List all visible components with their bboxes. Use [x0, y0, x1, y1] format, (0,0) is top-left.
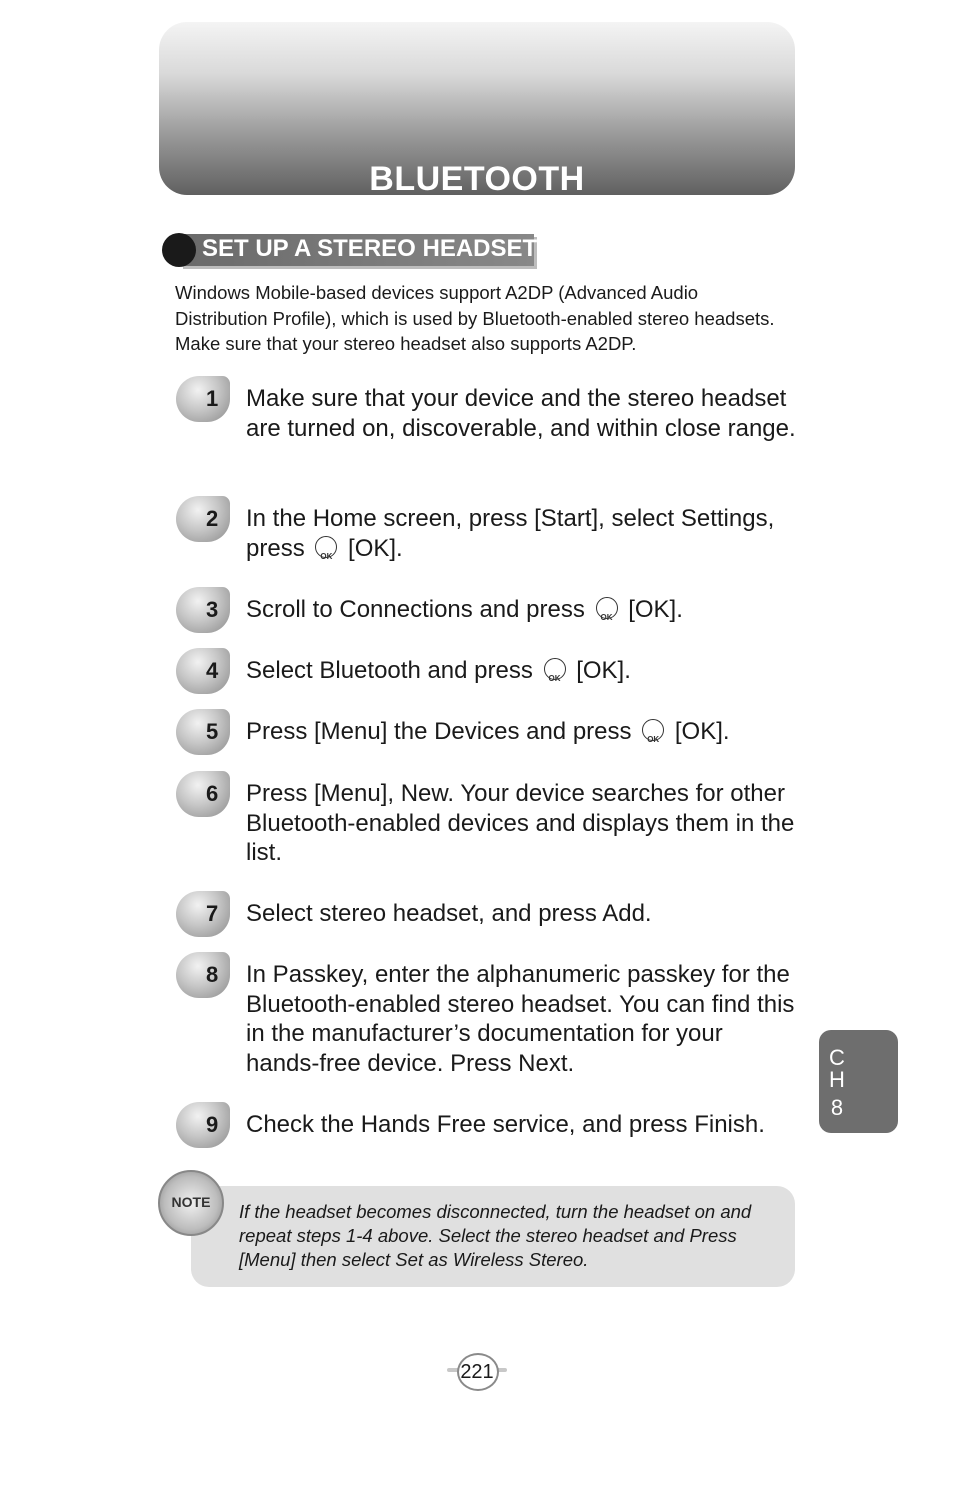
step-text: Select stereo headset, and press Add.	[246, 900, 652, 927]
step-text-before: Press [Menu] the Devices and press	[246, 718, 632, 745]
ok-key-icon	[596, 597, 618, 619]
section-title: SET UP A STEREO HEADSET	[202, 235, 538, 262]
step-number: 2	[206, 506, 219, 531]
step-badge-icon	[176, 952, 230, 998]
step-badge-icon	[176, 648, 230, 694]
step-number: 3	[206, 597, 219, 622]
step-text: Press [Menu], New. Your device searches for other Bluetooth-enabled devices and displays them in the list.	[246, 780, 795, 866]
step-number: 7	[206, 901, 219, 926]
chapter-tab-letter: C	[829, 1045, 845, 1070]
chapter-tab-letter: 8	[830, 1095, 844, 1120]
step-badge-icon	[176, 496, 230, 542]
step-number: 9	[206, 1112, 219, 1137]
page-number: 221	[460, 1361, 494, 1383]
step-text-after: [OK].	[628, 596, 683, 623]
step-text-after: [OK].	[576, 657, 631, 684]
step-badge-icon	[176, 376, 230, 422]
step-text: Make sure that your device and the stereo headset are turned on, discoverable, and within close range.	[246, 385, 796, 442]
chapter-tab-letter: H	[829, 1067, 845, 1092]
ok-key-icon	[315, 536, 337, 558]
section-bullet-icon	[162, 233, 196, 267]
step-badge-icon	[176, 771, 230, 817]
step-number: 5	[206, 719, 219, 744]
step-text: In Passkey, enter the alphanumeric passkey for the Bluetooth-enabled stereo headset. You can find this in the manufacturer’s documentation for your hands-free device. Press Next.	[246, 961, 795, 1077]
step-text-before: Scroll to Connections and press	[246, 596, 585, 623]
step-text	[246, 656, 798, 686]
step-text: Check the Hands Free service, and press Finish.	[246, 1111, 765, 1138]
section-heading	[162, 232, 538, 268]
page-title: BLUETOOTH	[369, 160, 585, 198]
step-text-after: [OK].	[348, 534, 403, 562]
note-icon-label: NOTE	[171, 1194, 211, 1210]
ok-key-icon	[642, 719, 664, 741]
chapter-tab	[819, 1030, 898, 1133]
header-banner	[159, 22, 795, 198]
note-icon	[158, 1170, 224, 1236]
step-text	[246, 717, 798, 747]
step-badge-icon	[176, 709, 230, 755]
step-text	[246, 595, 798, 625]
step-text	[246, 504, 798, 563]
note-box	[191, 1186, 795, 1287]
step-text-before: Select Bluetooth and press	[246, 657, 533, 684]
step-number: 8	[206, 962, 219, 987]
step-number: 1	[206, 386, 219, 411]
step-badge-icon	[176, 891, 230, 937]
step-text-after: [OK].	[674, 718, 730, 745]
step-badge-icon	[176, 1102, 230, 1148]
ok-key-icon	[544, 658, 566, 680]
page-number-badge	[447, 1353, 507, 1389]
step-text-before: In the Home screen, press [Start], select Settings, press	[246, 505, 775, 562]
note-text: If the headset becomes disconnected, turn the headset on and repeat steps 1-4 above. Select the stereo headset and Press [Menu] then select Set as Wireless Stereo.	[239, 1201, 752, 1270]
step-badge-icon	[176, 587, 230, 633]
step-number: 4	[206, 658, 219, 683]
intro-paragraph: Windows Mobile-based devices support A2DP (Advanced Audio Distribution Profile), which is used by Bluetooth-enabled stereo headsets. Make sure that your stereo headset also supports A2DP.	[175, 282, 775, 354]
step-number: 6	[206, 781, 219, 806]
